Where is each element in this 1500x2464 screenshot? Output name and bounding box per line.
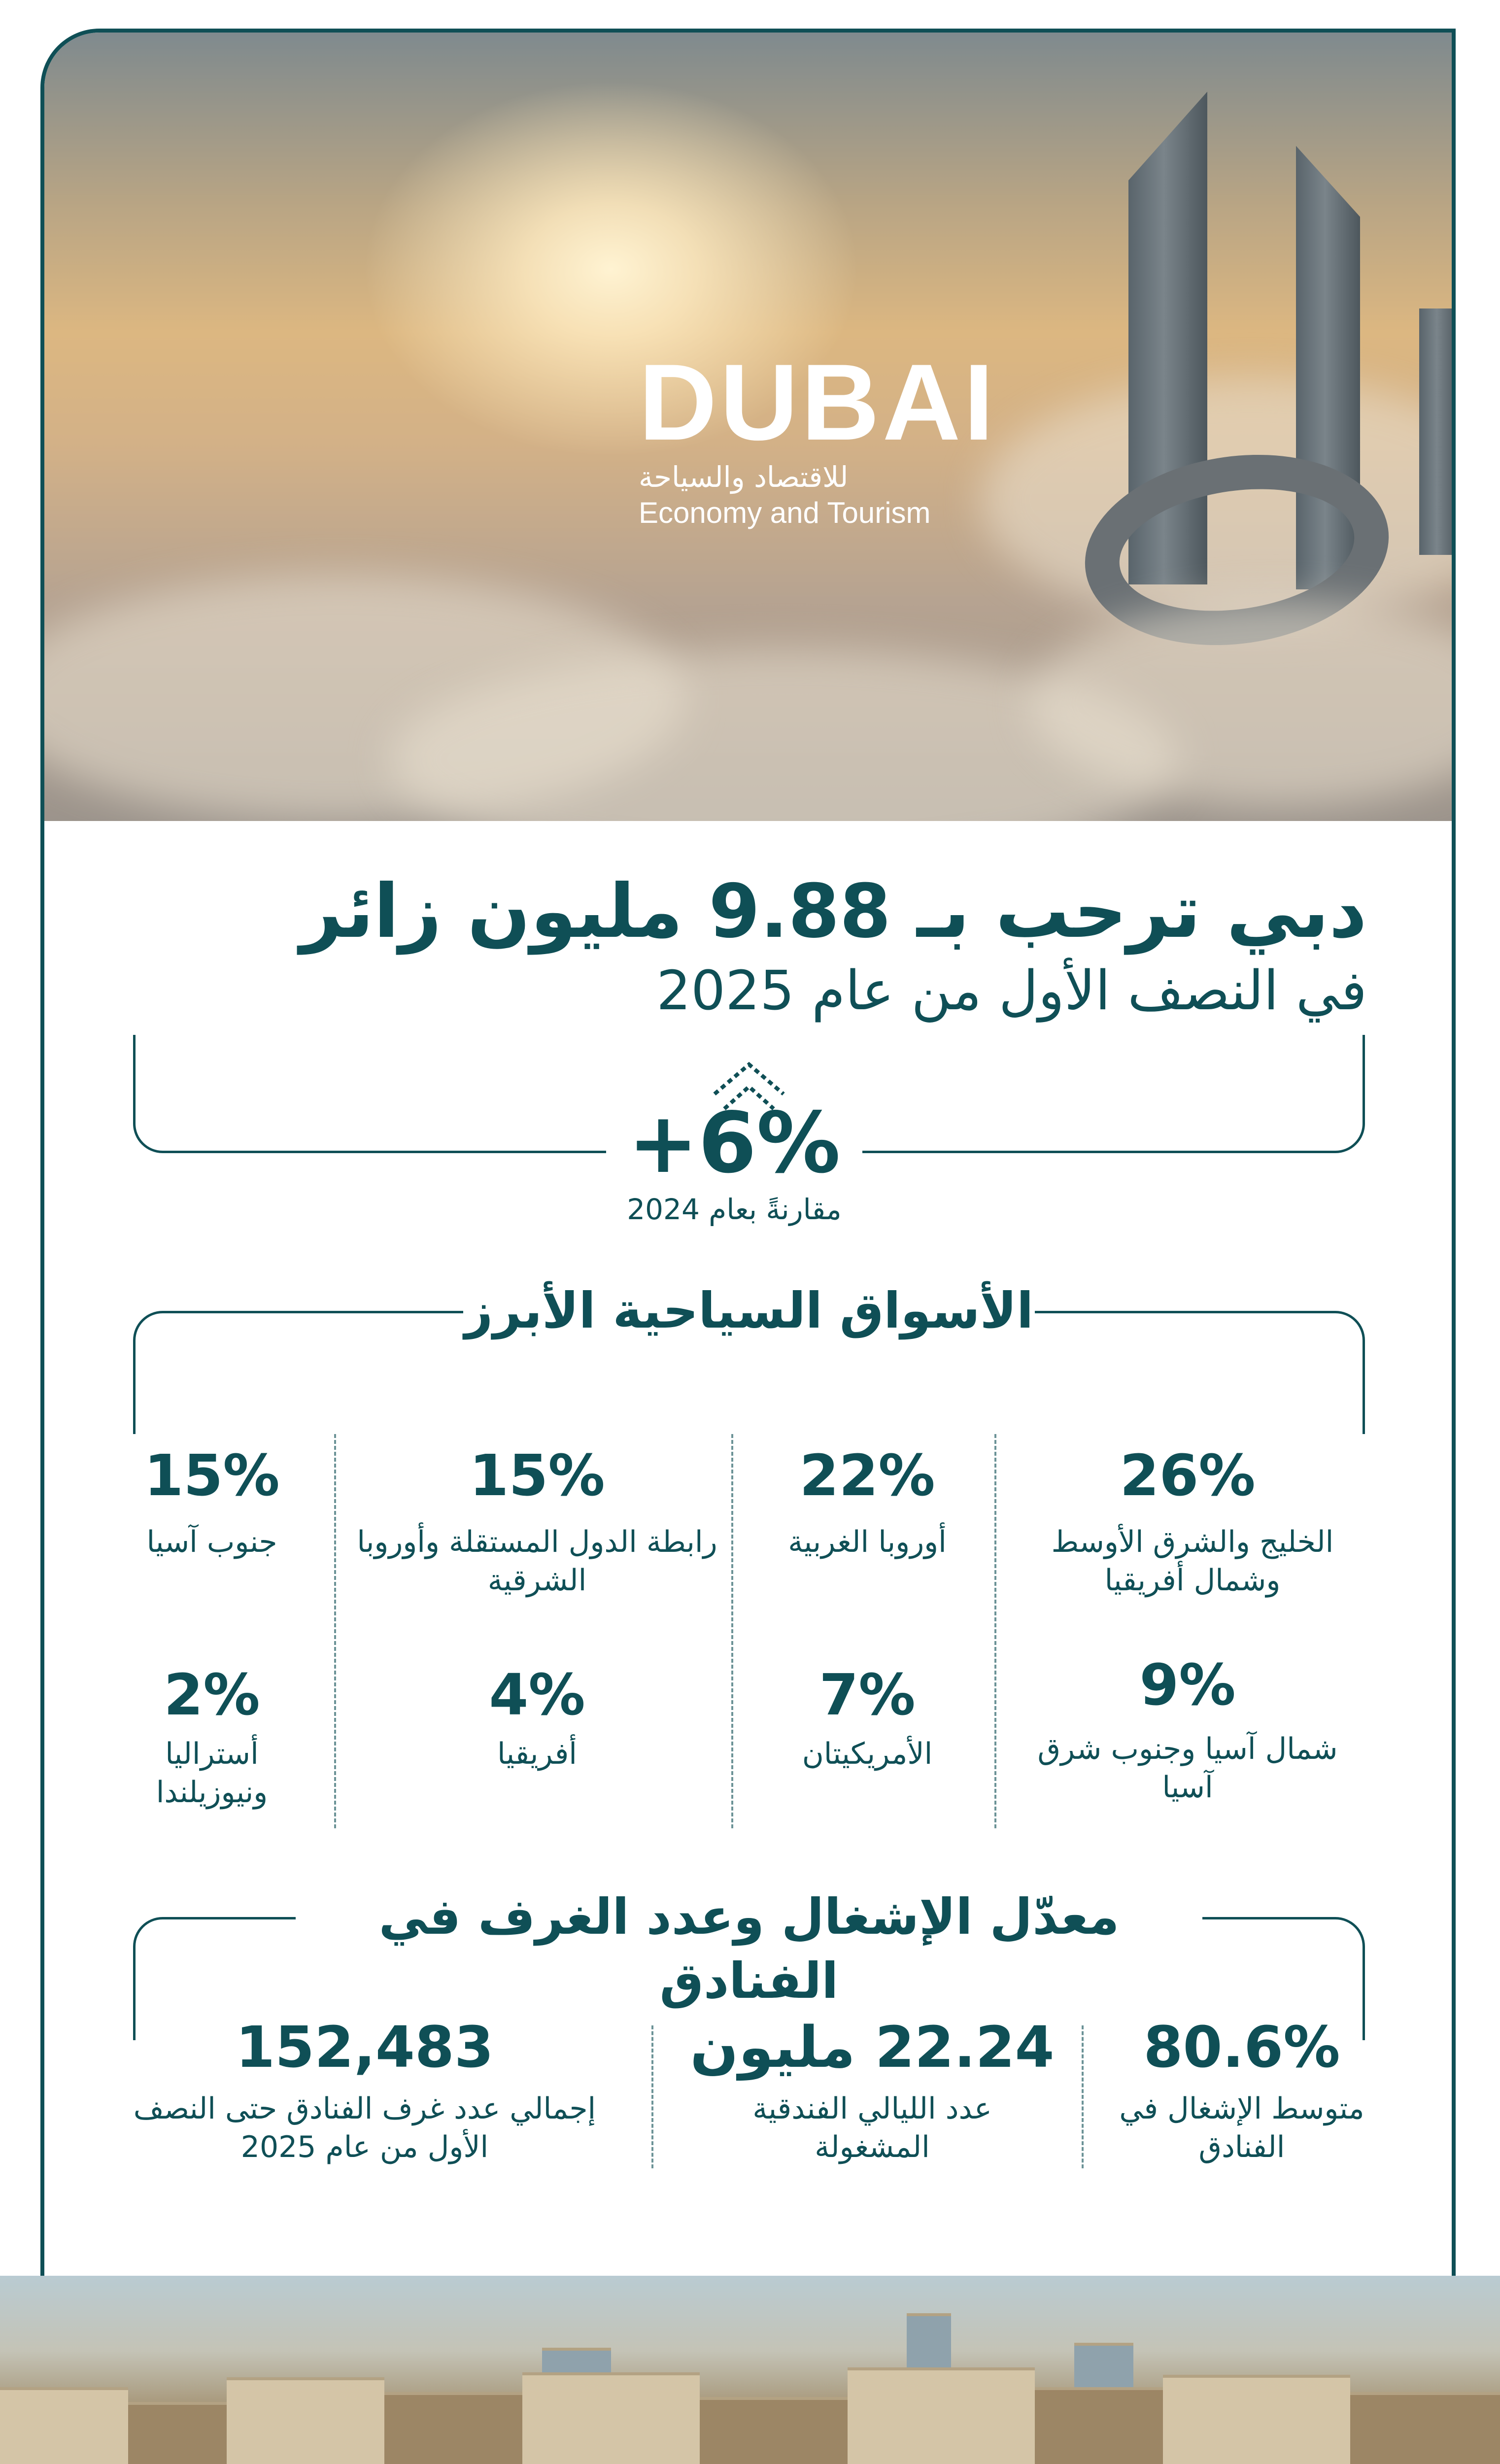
building <box>0 2387 128 2464</box>
market-cis-label: رابطة الدول المستقلة وأوروبا الشرقية <box>357 1525 717 1598</box>
logo-wordmark: DUBAI <box>639 342 997 463</box>
building <box>128 2402 227 2464</box>
dubai-logo <box>639 342 997 530</box>
growth-note: مقارنةً بعام 2024 <box>627 1193 842 1226</box>
market-africa-label: أفريقيا <box>497 1737 577 1771</box>
market-gcc-value: 26% <box>1120 1443 1256 1509</box>
building <box>522 2372 700 2464</box>
market-oceania-label: أستراليا ونيوزيلندا <box>156 1737 268 1810</box>
building <box>1035 2387 1163 2464</box>
hotel-occupancy-value: 80.6% <box>1143 2015 1340 2081</box>
column-separator <box>731 1434 733 1828</box>
market-africa-value: 4% <box>489 1662 585 1728</box>
market-north-asia-value: 9% <box>1139 1652 1236 1718</box>
headline-subtitle: في النصف الأول من عام 2025 <box>656 959 1367 1022</box>
hotel-rooms-value: 152,483 <box>236 2015 494 2081</box>
logo-arabic: للاقتصاد والسياحة <box>639 460 849 494</box>
market-americas-label: الأمريكيتان <box>802 1737 933 1771</box>
background-tower <box>1419 308 1452 555</box>
hotel-nights-value: 22.24 مليون <box>690 2015 1055 2081</box>
market-americas-value: 7% <box>819 1662 916 1728</box>
hotel-nights-label: عدد الليالي الفندقية المشغولة <box>752 2091 992 2164</box>
market-western-europe-value: 22% <box>799 1443 935 1509</box>
market-north-asia-label: شمال آسيا وجنوب شرق آسيا <box>1037 1732 1338 1805</box>
building <box>700 2397 848 2464</box>
hotel-rooms-label: إجمالي عدد غرف الفنادق حتى النصف الأول من عام 2025 <box>133 2091 596 2164</box>
hotels-title: معدّل الإشغال وعدد الغرف في الفنادق <box>378 1888 1120 2010</box>
building <box>1163 2375 1350 2464</box>
column-separator <box>334 1434 336 1828</box>
column-separator <box>1082 2025 1084 2168</box>
headline-title: دبي ترحب بـ 9.88 مليون زائر <box>300 869 1367 955</box>
markets-title: الأسواق السياحية الأبرز <box>464 1282 1034 1339</box>
hero-image <box>44 33 1452 821</box>
building <box>848 2367 1035 2464</box>
bottom-cityscape-image <box>0 2276 1500 2464</box>
hotel-occupancy-label: متوسط الإشغال في الفنادق <box>1119 2091 1364 2164</box>
market-cis-value: 15% <box>469 1443 605 1509</box>
market-south-asia-value: 15% <box>144 1443 280 1509</box>
market-gcc-label: الخليج والشرق الأوسط وشمال أفريقيا <box>1051 1525 1334 1598</box>
market-western-europe-label: أوروبا الغربية <box>788 1525 947 1559</box>
column-separator <box>651 2025 653 2168</box>
column-separator <box>994 1434 996 1828</box>
building <box>384 2392 522 2464</box>
market-oceania-value: 2% <box>164 1662 260 1728</box>
building <box>227 2377 384 2464</box>
growth-value: +6% <box>628 1095 841 1192</box>
logo-english: Economy and Tourism <box>639 496 931 529</box>
building <box>1350 2392 1500 2464</box>
market-south-asia-label: جنوب آسيا <box>146 1525 277 1559</box>
